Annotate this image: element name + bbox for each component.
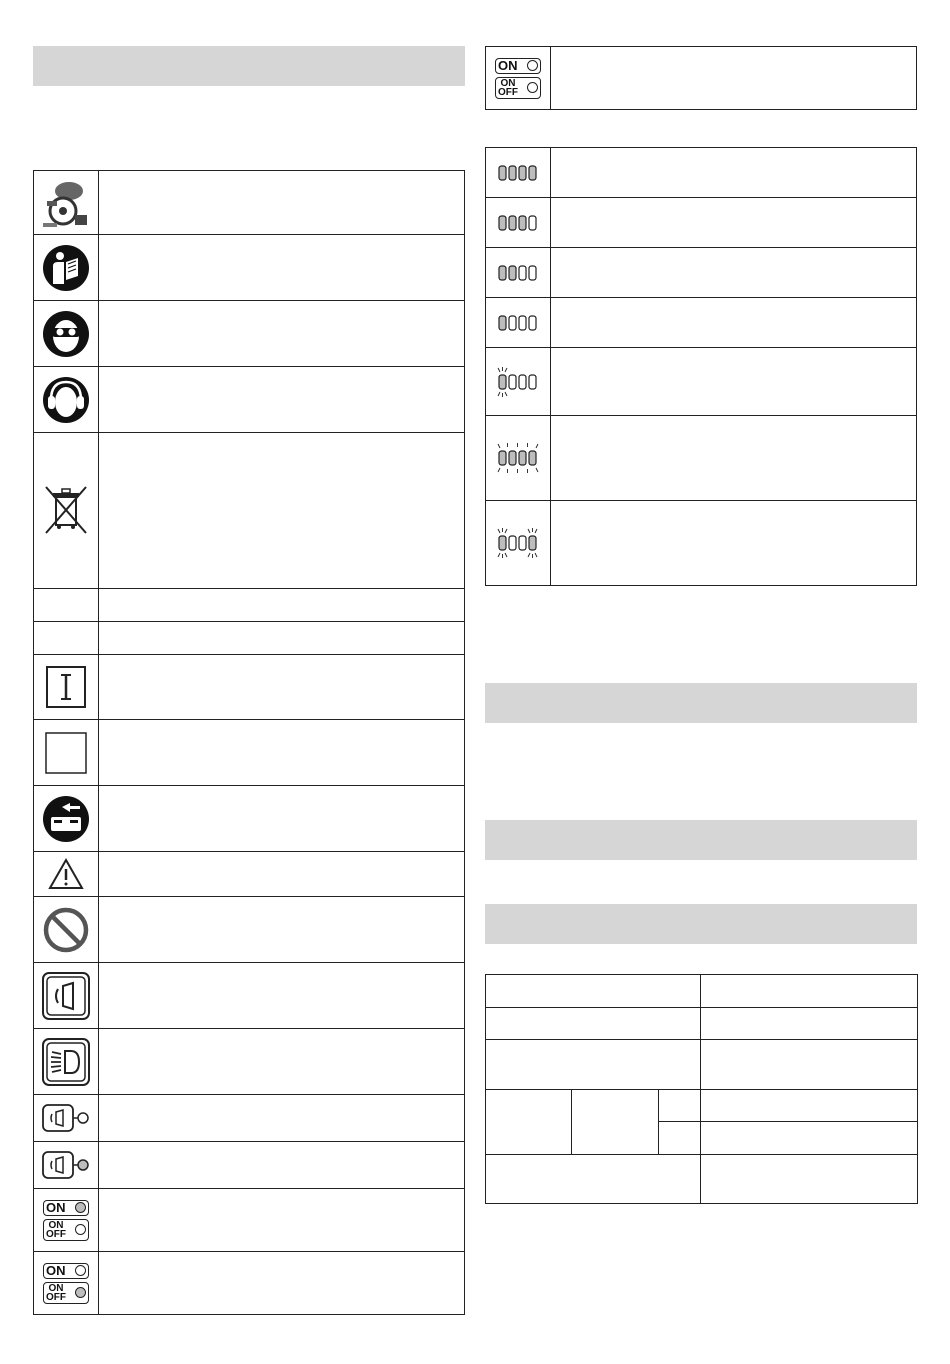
symbol-row: [34, 786, 465, 852]
battery-three-bars-icon: [486, 198, 551, 248]
on-off-switch-icon: [34, 1252, 99, 1315]
remove-battery-icon: [34, 786, 99, 852]
symbol-row: [34, 720, 465, 786]
battery-one-bar-icon: [486, 298, 551, 348]
class-two-square-icon: [34, 720, 99, 786]
table-row: [486, 1040, 918, 1090]
symbol-row: [34, 1189, 465, 1252]
symbol-row: [486, 47, 917, 110]
on-label: ON: [46, 1200, 66, 1215]
on-label: ON: [498, 58, 518, 73]
onoff-top-label: ON: [500, 77, 516, 89]
battery-row: [486, 298, 917, 348]
symbol-row: [34, 433, 465, 589]
speaker-indicator-icon: [34, 1095, 99, 1142]
battery-row: [486, 198, 917, 248]
crossed-bin-icon: [34, 433, 99, 589]
symbol-row: [34, 622, 465, 655]
table-row: [486, 1008, 918, 1040]
symbol-row: [34, 1095, 465, 1142]
battery-one-bar-blinking-icon: [486, 348, 551, 416]
onoff-bottom-label: OFF: [46, 1228, 66, 1240]
symbol-row: [34, 852, 465, 897]
symbol-row: [34, 1252, 465, 1315]
battery-row: [486, 501, 917, 586]
battery-ends-blinking-icon: [486, 501, 551, 586]
symbol-row: [34, 897, 465, 963]
table-row: [486, 975, 918, 1008]
battery-row: [486, 148, 917, 198]
onoff-top-label: ON: [48, 1282, 64, 1294]
class-one-bracket-icon: [34, 655, 99, 720]
eye-protection-icon: [34, 301, 99, 367]
symbol-row: [34, 589, 465, 622]
section-header-bar: [485, 683, 917, 723]
symbol-row: [34, 235, 465, 301]
battery-level-table: [485, 147, 917, 586]
section-header-bar: [33, 46, 465, 86]
onoff-bottom-label: OFF: [498, 86, 518, 98]
prohibited-icon: [34, 897, 99, 963]
warning-triangle-icon: [34, 852, 99, 897]
switch-table: [485, 46, 917, 110]
battery-four-bars-icon: [486, 148, 551, 198]
symbol-row: [34, 171, 465, 235]
circular-saw-icon: [34, 171, 99, 235]
on-off-switch-icon: [486, 47, 551, 110]
battery-two-bars-icon: [486, 248, 551, 298]
speaker-button-icon: [34, 963, 99, 1029]
section-header-bar: [485, 904, 917, 944]
on-label: ON: [46, 1263, 66, 1278]
symbol-row: [34, 655, 465, 720]
symbol-row: [34, 1029, 465, 1095]
onoff-top-label: ON: [48, 1219, 64, 1231]
battery-row: [486, 416, 917, 501]
on-off-switch-icon: [34, 1189, 99, 1252]
symbol-row: [34, 1142, 465, 1189]
read-manual-icon: [34, 235, 99, 301]
symbol-row: [34, 963, 465, 1029]
battery-all-blinking-icon: [486, 416, 551, 501]
symbol-row: [34, 367, 465, 433]
ear-protection-icon: [34, 367, 99, 433]
symbol-row: [34, 301, 465, 367]
specifications-table: [485, 974, 918, 1204]
speaker-indicator-icon: [34, 1142, 99, 1189]
table-row: [486, 1155, 918, 1204]
battery-row: [486, 248, 917, 298]
light-button-icon: [34, 1029, 99, 1095]
table-row: [486, 1090, 918, 1122]
symbols-table: [33, 170, 465, 1315]
battery-row: [486, 348, 917, 416]
section-header-bar: [485, 820, 917, 860]
onoff-bottom-label: OFF: [46, 1291, 66, 1303]
